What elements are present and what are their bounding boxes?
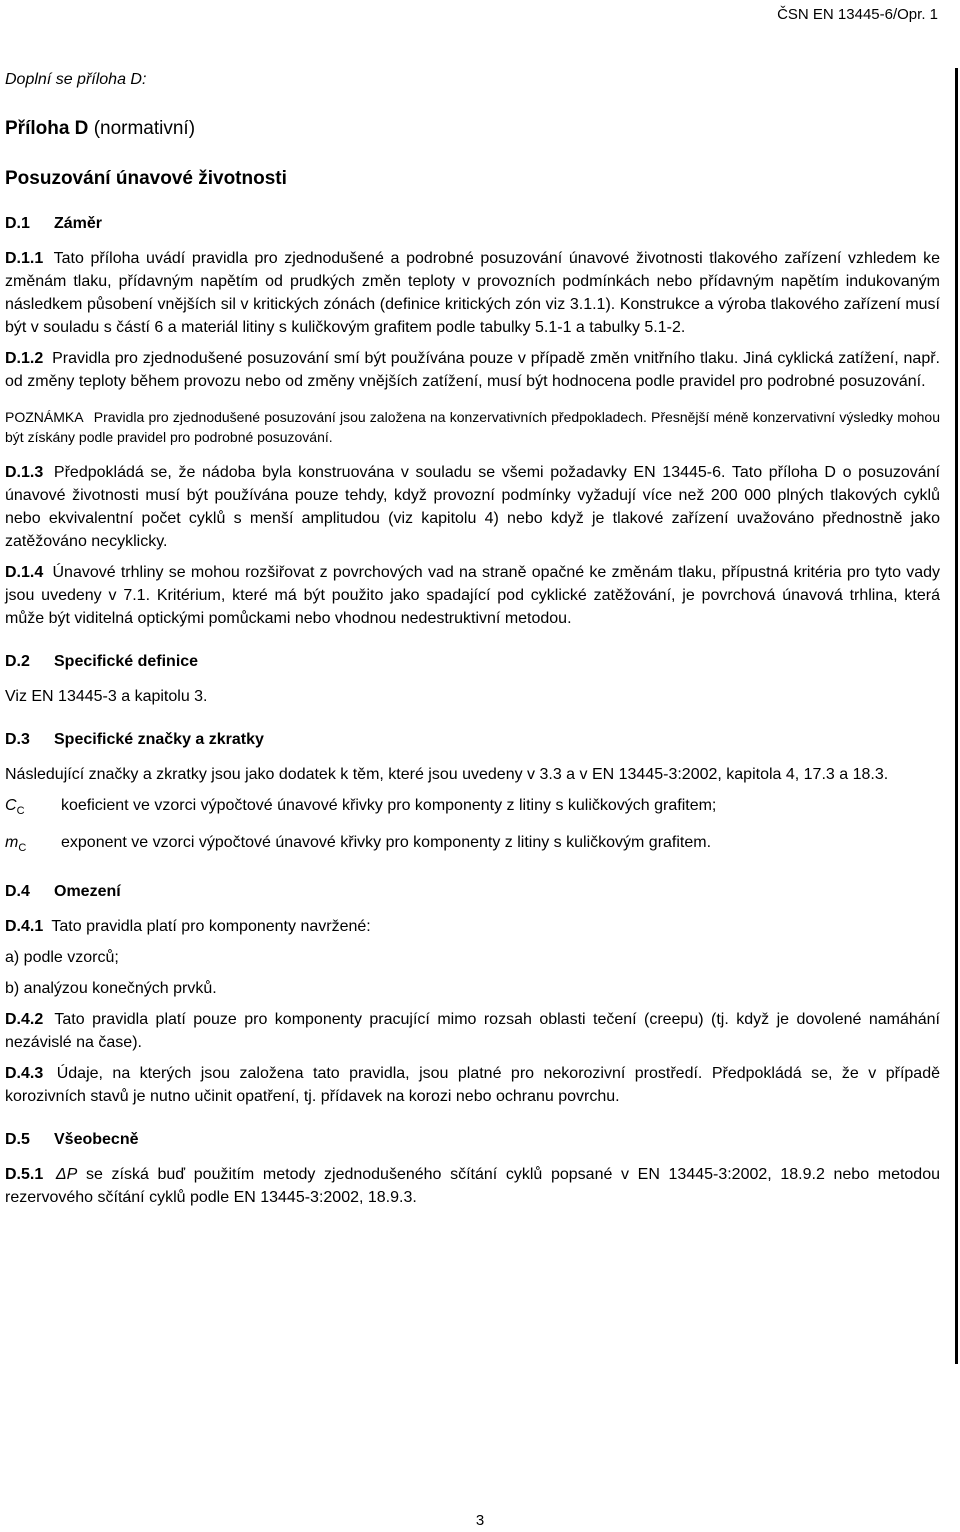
symbol: $m_C$ [5,834,27,855]
section-number: D.1 [5,215,30,232]
paragraph-text: Údaje, na kterých jsou založena tato pravidla, jsou platné pro nekorozivní prostředí. Předpokládá se, že v případě korozivních stavů je nutno učinit opatření, tj. přídavek na korozi nebo ochranu povrchu. [5,1065,940,1106]
section-title: Záměr [54,215,103,232]
list-item: b) analýzou konečných prvků. [5,980,217,998]
paragraph-d51 [5,1163,940,1209]
paragraph-number: D.1.2 [5,350,44,367]
section-title: Specifické značky a zkratky [54,731,264,748]
paragraph-number: D.4.1 [5,918,44,936]
paragraph-text: Tato pravidla platí pro komponenty navržené: [51,918,371,936]
annex-title [5,117,940,140]
paragraph-number: D.4.3 [5,1065,44,1083]
paragraph-number: D.4.2 [5,1011,44,1029]
section-number: D.2 [5,653,30,670]
note [5,407,940,447]
annex-title-text: Příloha D [5,118,89,139]
paragraph-text: Tato příloha uvádí pravidla pro zjednodušené a podrobné posuzování únavové životnosti tlakového zařízení vzhledem ke změnám tlaku, přídavným napětím od prudkých změn teploty v provozních podmínkách nebo přídavným napětím indukovaným následkem působení vnějších sil v kritických zónách (definice kritických zón viz 3.1.1). Konstrukce a výroba tlakového zařízení musí být v souladu s částí 6 a materiál litiny s kuličkovým grafitem podle tabulky 5.1-1 a tabulky 5.1-2. [5,250,941,336]
paragraph-d2: Viz EN 13445-3 a kapitolu 3. [5,688,208,705]
paragraph-number: D.5.1 [5,1166,44,1184]
paragraph-d42 [5,1008,940,1054]
paragraph-number: D.1.1 [5,250,44,267]
annex-subtitle: Posuzování únavové životnosti [5,168,287,189]
paragraph-text: Únavové trhliny se mohou rozšiřovat z povrchových vad na straně opačné ke změnám tlaku, přípustná kritéria pro tyto vady jsou uvedeny v 7.1. Kritérium, které má být použito jako spadající pod cyklické zatěžování, je povrchová únavová trhlina, která může být viditelná optickými pomůckami nebo vhodnou nedestruktivní metodou. [5,564,940,627]
symbol-row [5,831,940,860]
symbol-description: koeficient ve vzorci výpočtové únavové křivky pro komponenty z litiny s kuličkových grafitem; [61,797,717,814]
paragraph-number: D.1.4 [5,564,44,581]
paragraph-d41 [5,915,940,938]
paragraph-d3: Následující značky a zkratky jsou jako dodatek k těm, které jsou uvedeny v 3.3 a v EN 13445-3:2002, kapitola 4, 17.3 a 18.3. [5,766,889,783]
section-title: Omezení [54,883,121,901]
section-heading-d3 [5,728,940,751]
section-title: Specifické definice [54,653,199,670]
page-number: 3 [475,1512,485,1529]
change-bar [955,68,958,1364]
symbol: $C_C$ [5,797,25,818]
note-label: POZNÁMKA [5,409,84,425]
symbol-description: exponent ve vzorci výpočtové únavové křivky pro komponenty z litiny s kuličkovým grafitem. [61,834,712,852]
paragraph-d13 [5,461,940,553]
document-body [5,68,940,1217]
annex-title-note: (normativní) [93,118,196,139]
paragraph-d43 [5,1062,940,1108]
paragraph-d14 [5,561,940,630]
section-heading-d4 [5,880,940,903]
paragraph-number: D.1.3 [5,464,44,481]
paragraph-text: Tato pravidla platí pouze pro komponenty pracující mimo rozsah oblasti tečení (creepu) (tj. když je dovolené namáhání nezávislé na čase). [5,1011,941,1052]
standard-code: ČSN EN 13445-6/Opr. 1 [777,6,938,23]
note-text: Pravidla pro zjednodušené posuzování jsou založena na konzervativních předpokladech. Přesnější méně konzervativní výsledky mohou být získány podle pravidel pro podrobné posuzování. [5,409,940,445]
section-title: Všeobecně [54,1131,139,1149]
section-number: D.3 [5,731,30,748]
section-heading-d5 [5,1128,940,1151]
list-item: a) podle vzorců; [5,949,119,967]
paragraph-text: se získá buď použitím metody zjednodušeného sčítání cyklů popsané v EN 13445-3:2002, 18.9.2 nebo metodou rezervového sčítání cyklů podle EN 13445-3:2002, 18.9.3. [5,1166,941,1207]
intro-text: Doplní se příloha D: [5,71,147,88]
section-number: D.5 [5,1131,30,1149]
section-number: D.4 [5,883,30,901]
section-heading-d2 [5,650,940,673]
paragraph-text: Pravidla pro zjednodušené posuzování smí být používána pouze v případě změn vnitřního tlaku. Jiná cyklická zatížení, např. od změny teploty během provozu nebo od změny vnějších zatížení, musí být hodnocena podle pravidel pro podrobné posuzování. [5,350,940,390]
paragraph-d12 [5,347,940,393]
section-heading-d1 [5,212,940,235]
paragraph-text: Předpokládá se, že nádoba byla konstruována v souladu se všemi požadavky EN 13445-6. Tato příloha D o posuzování únavové životnosti musí být používána pouze tehdy, když provozní podmínky vyžadují více než 200 000 plných tlakových cyklů nebo ekvivalentní počet cyklů s menší amplitudou (viz kapitolu 4) nebo když je tlakové zařízení uvažováno přednostně jako zatěžováno necyklicky. [5,464,940,550]
paragraph-d11 [5,247,940,339]
symbol-row [5,794,940,823]
delta-p-symbol: ΔP [55,1166,78,1184]
